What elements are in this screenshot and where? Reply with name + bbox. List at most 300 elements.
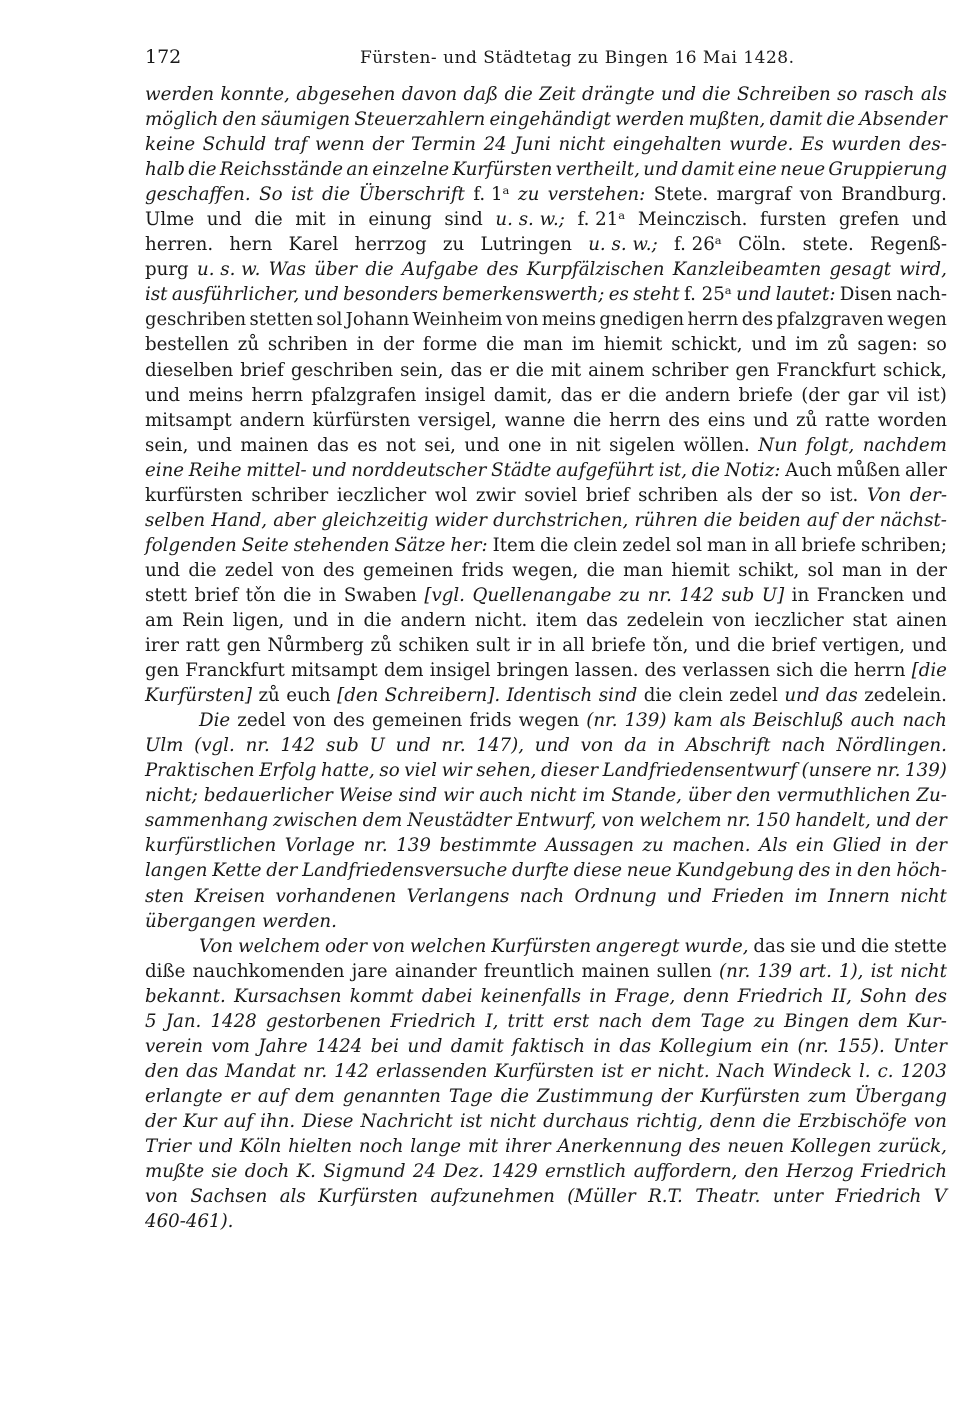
word: Städte — [491, 459, 552, 481]
word: des- — [908, 134, 947, 156]
word: die — [691, 459, 720, 481]
word: euch — [286, 685, 331, 707]
word: so — [379, 760, 400, 782]
word: Frage, — [614, 985, 676, 1007]
word: grefen — [838, 209, 900, 231]
word: das — [560, 384, 593, 406]
word: werden — [145, 84, 215, 105]
word: aber — [273, 509, 316, 531]
word: eine — [737, 159, 777, 181]
word: nicht — [489, 1110, 537, 1132]
word: die — [515, 359, 544, 381]
word: einung — [368, 209, 432, 231]
word: in — [589, 985, 607, 1007]
word: zu — [618, 584, 641, 606]
word: [die — [911, 660, 947, 682]
word: ist — [459, 1110, 483, 1132]
word: Friedrich — [737, 985, 824, 1007]
word: hielten — [288, 1135, 353, 1157]
word: angeregt — [596, 935, 680, 957]
word: doch — [244, 1161, 290, 1183]
text-line — [145, 1084, 947, 1109]
word: Frieden — [712, 885, 785, 907]
word: kurfürsten — [145, 484, 243, 506]
word: von — [292, 710, 326, 732]
word: worden — [877, 409, 947, 431]
word: man — [841, 559, 882, 581]
word: kürfürsten — [312, 409, 411, 431]
word: brief — [585, 484, 630, 506]
word: und — [695, 635, 731, 657]
word: abgesehen — [296, 84, 396, 105]
word: gen — [145, 660, 180, 682]
word: 24 — [483, 134, 507, 156]
word: selben — [145, 509, 206, 531]
text-line — [145, 132, 947, 157]
word: Ulme — [145, 209, 195, 231]
word: nicht — [529, 785, 577, 807]
word: des — [486, 259, 519, 281]
word: und — [660, 84, 697, 105]
word: Neustädter — [407, 810, 512, 832]
word: soviel — [524, 484, 578, 506]
word: gen — [226, 635, 261, 657]
word: davon — [401, 84, 458, 105]
word: Von — [199, 935, 234, 957]
word: die — [826, 109, 855, 131]
word: sammenhang — [145, 810, 269, 832]
word: sullen — [656, 960, 712, 982]
word: nicht — [900, 960, 947, 982]
word: ieczlicher — [336, 484, 427, 506]
word: an — [346, 159, 369, 181]
word: nit — [575, 434, 601, 456]
word: Bingen — [784, 1010, 850, 1032]
word: Dez. — [443, 1161, 485, 1183]
text-line — [145, 433, 947, 458]
word: mitsampt — [145, 409, 232, 431]
text-line — [145, 1109, 947, 1134]
word: in — [835, 860, 853, 882]
word: mit — [467, 1135, 499, 1157]
word: und — [395, 735, 431, 757]
word: V — [933, 1186, 947, 1208]
word: ratt — [185, 635, 220, 657]
word: des — [644, 660, 677, 682]
word: u. s. w.; — [588, 234, 658, 256]
word: art. — [799, 960, 832, 982]
word: man — [523, 334, 563, 356]
word: zwischen — [273, 810, 358, 832]
word: Erfolg — [259, 760, 317, 782]
word: die — [321, 184, 351, 206]
word: aufzunehmen — [430, 1186, 555, 1208]
word: keinenfalls — [480, 985, 581, 1007]
word: purg — [145, 259, 189, 281]
word: 142 — [334, 1060, 369, 1082]
word: er — [600, 384, 621, 406]
word: der — [915, 559, 947, 581]
text-line — [145, 808, 947, 833]
word: frids — [469, 710, 512, 732]
word: rasch — [863, 84, 915, 105]
word: Kollegen — [790, 1135, 872, 1157]
word: wir — [443, 785, 474, 807]
text-line — [145, 383, 947, 408]
word: zedelein — [626, 609, 704, 631]
word: nicht — [900, 885, 947, 907]
word: (vgl. — [194, 735, 235, 757]
word: (nr. — [797, 1035, 829, 1057]
word: die — [628, 384, 657, 406]
word: 460-461). — [145, 1211, 234, 1233]
word: er — [630, 1060, 651, 1082]
word: die — [486, 334, 515, 356]
word: zedelein. — [864, 685, 947, 707]
word: mainen — [581, 960, 650, 982]
word: wird, — [899, 259, 947, 281]
word: nr. — [302, 1060, 328, 1082]
word: nr. — [441, 735, 466, 757]
word: noch — [358, 1135, 404, 1157]
word: mainen — [240, 434, 309, 456]
word: dem — [295, 1085, 335, 1107]
word: ist) — [917, 384, 947, 406]
word: die — [363, 609, 392, 631]
word: Was — [268, 259, 306, 281]
word: K. — [296, 1161, 316, 1183]
word: man — [623, 559, 663, 581]
word: gemeinen — [371, 710, 463, 732]
word: zu — [442, 234, 465, 256]
word: gleichzeitig — [321, 509, 429, 531]
word: Steuerzahlern — [354, 109, 486, 131]
word: Anerkennung — [557, 1135, 683, 1157]
word: Reihe — [188, 459, 242, 481]
word: I, — [485, 1010, 499, 1032]
word: bringen — [496, 660, 569, 682]
word: (Müller — [567, 1186, 636, 1208]
word: da — [624, 735, 647, 757]
word: ein — [760, 1035, 790, 1057]
word: den — [857, 860, 892, 882]
word: geschriben — [290, 359, 394, 381]
word: nr. — [647, 584, 672, 606]
word: man — [706, 534, 747, 556]
word: die — [586, 559, 615, 581]
word: ainander — [394, 960, 477, 982]
word: II, — [831, 985, 852, 1007]
word: wol — [434, 484, 468, 506]
word: bei — [370, 1035, 399, 1057]
word: als — [920, 84, 947, 105]
word: in — [890, 559, 908, 581]
word: nach — [519, 885, 565, 907]
word: sind — [598, 685, 638, 707]
word: in — [549, 434, 568, 456]
text-line — [145, 833, 947, 858]
word: des — [741, 309, 774, 331]
word: Cöln. — [738, 234, 787, 256]
word: ratte — [824, 409, 870, 431]
word: der — [915, 835, 947, 857]
word: all — [562, 635, 585, 657]
word: in — [337, 609, 355, 631]
word: u. s. w.; — [495, 209, 565, 231]
word: Stande, — [611, 785, 682, 807]
word: U — [369, 735, 385, 757]
word: den — [222, 109, 257, 131]
word: nr. — [726, 810, 751, 832]
word: sagen: — [857, 334, 918, 356]
word: forme — [422, 334, 478, 356]
word: herrn — [687, 309, 739, 331]
word: Friedrich — [861, 1161, 947, 1183]
word: Notiz: — [724, 459, 781, 481]
word: schriben — [267, 334, 348, 356]
word: welchem — [238, 935, 321, 957]
word: nr. — [363, 835, 388, 857]
word: Kurfürsten — [700, 1085, 801, 1107]
word: sol — [316, 309, 343, 331]
word: item — [536, 609, 578, 631]
word: und — [407, 1035, 443, 1057]
text-line — [145, 733, 947, 758]
text-line — [145, 257, 947, 282]
word: machen. — [672, 835, 751, 857]
word: am — [145, 609, 174, 631]
text-line — [145, 884, 947, 909]
word: Als — [759, 835, 788, 857]
word: sub — [326, 735, 359, 757]
text-line — [145, 758, 947, 783]
word: des — [688, 1135, 721, 1157]
text-line — [145, 307, 947, 332]
word: sein, — [145, 434, 189, 456]
word: und — [145, 559, 181, 581]
word: one — [507, 434, 542, 456]
word: vermuthlichen — [776, 785, 911, 807]
word: (nr. — [586, 710, 618, 732]
word: die — [540, 534, 569, 556]
word: insigel — [424, 384, 486, 406]
word: zů — [258, 685, 280, 707]
word: zu — [753, 1010, 776, 1032]
text-line — [145, 508, 947, 533]
word: not — [385, 434, 416, 456]
word: im — [582, 785, 606, 807]
text-line — [145, 583, 947, 608]
word: in — [356, 334, 375, 356]
word: zum — [808, 1085, 847, 1107]
word: ist — [601, 1060, 624, 1082]
word: verlassen — [682, 660, 771, 682]
word: Francken — [816, 584, 905, 606]
word: u. s. w. — [197, 259, 261, 281]
word: Windeck — [772, 1060, 852, 1082]
text-line — [145, 1134, 947, 1159]
word: durchstrichen, — [493, 509, 629, 531]
word: ist — [145, 284, 168, 306]
word: clein — [678, 685, 723, 707]
word: folgt, — [806, 434, 855, 456]
word: und — [753, 409, 789, 431]
word: (nr. — [718, 960, 751, 982]
word: Kreisen — [194, 885, 266, 907]
word: nauchkomenden — [192, 960, 345, 982]
word: Nun — [758, 434, 798, 456]
word: (der — [801, 384, 840, 406]
text-line — [145, 708, 947, 733]
word: 139 — [396, 835, 431, 857]
word: und — [464, 434, 500, 456]
word: Erzbischöfe — [798, 1110, 907, 1132]
word: damit — [450, 1035, 504, 1057]
word: gnedigen — [599, 309, 685, 331]
text-line — [145, 282, 947, 307]
word: herrn — [251, 384, 304, 406]
word: stett — [145, 584, 188, 606]
word: der — [761, 484, 793, 506]
word: sie — [790, 935, 817, 957]
word: Weise — [338, 785, 393, 807]
word: fursten — [760, 209, 827, 231]
word: damit, — [493, 384, 553, 406]
word: 24 — [412, 1161, 437, 1183]
word: welchen — [409, 935, 487, 957]
text-line — [145, 608, 947, 633]
word: wir — [441, 760, 472, 782]
word: nach- — [896, 284, 947, 306]
word: die — [572, 409, 602, 431]
text-line — [145, 1159, 947, 1184]
word: schriben; — [860, 534, 947, 556]
word: des — [798, 860, 831, 882]
word: von — [145, 1186, 178, 1208]
word: her: — [450, 534, 488, 556]
word: und — [534, 735, 570, 757]
word: Item — [492, 534, 536, 556]
text-line — [145, 232, 947, 257]
text-line — [145, 633, 947, 658]
word: als — [719, 710, 746, 732]
word: ist, — [658, 459, 688, 481]
word: bestellen — [145, 334, 229, 356]
word: Nach — [716, 1060, 766, 1082]
word: dieselben — [145, 359, 234, 381]
word: als — [726, 484, 753, 506]
text-line — [145, 783, 947, 808]
word: gestorbenen — [265, 1010, 382, 1032]
word: sind — [398, 785, 438, 807]
word: Nördlingen. — [836, 735, 947, 757]
word: ist — [870, 960, 894, 982]
word: eins — [707, 409, 746, 431]
word: 5 — [145, 1010, 157, 1032]
word: 142 — [280, 735, 316, 757]
word: des — [332, 710, 365, 732]
word: Kurfürsten — [318, 1186, 418, 1208]
word: diese — [573, 860, 622, 882]
word: auf — [223, 1110, 254, 1132]
word: f. 1ᵃ — [473, 184, 510, 206]
word: dabei — [421, 985, 473, 1007]
word: auch — [850, 710, 896, 732]
word: Verlangens — [406, 885, 510, 907]
word: geschaffen. — [145, 184, 251, 206]
word: auf — [806, 509, 837, 531]
word: oder — [325, 935, 368, 957]
word: Jan. — [165, 1010, 202, 1032]
word: verstehen: — [547, 184, 646, 206]
word: Zustimmung — [536, 1085, 654, 1107]
word: schriber — [251, 484, 329, 506]
word: ist — [291, 184, 314, 206]
word: bekannt. — [145, 985, 226, 1007]
word: Nůrmberg — [267, 635, 364, 657]
word: f. 21ᵃ — [577, 209, 626, 231]
word: Schuld — [202, 134, 267, 156]
word: Hand, — [211, 509, 268, 531]
word: briefe — [801, 534, 857, 556]
word: andern — [239, 409, 305, 431]
word: freuntlich — [483, 960, 575, 982]
word: die — [188, 559, 217, 581]
word: und — [145, 384, 181, 406]
word: das — [619, 1035, 652, 1057]
word: andern — [664, 384, 731, 406]
word: Mandat — [224, 1060, 296, 1082]
word: andern — [400, 609, 466, 631]
word: Kursachsen — [234, 985, 342, 1007]
word: sult — [475, 635, 511, 657]
word: Vorlage — [284, 835, 355, 857]
word: Absender — [859, 109, 947, 131]
word: mit — [295, 209, 326, 231]
word: werden. — [261, 910, 337, 932]
word: schick, — [882, 359, 947, 381]
word: dieser — [541, 760, 599, 782]
word: hiemit — [671, 559, 730, 581]
word: Praktischen — [145, 760, 255, 782]
word: handelt, — [795, 810, 871, 832]
word: des — [915, 985, 947, 1007]
word: eingehalten — [612, 134, 722, 156]
word: Kurfürsten — [452, 159, 553, 181]
word: vertheilt, — [555, 159, 640, 181]
word: die — [500, 1085, 529, 1107]
word: dem — [651, 1010, 692, 1032]
word: Unter — [893, 1035, 947, 1057]
word: 155). — [837, 1035, 885, 1057]
word: dem — [858, 1010, 898, 1032]
word: und — [293, 609, 329, 631]
word: Quellenangabe — [472, 584, 612, 606]
word: schriber — [651, 359, 729, 381]
word: den — [145, 1060, 180, 1082]
text-line — [145, 984, 947, 1009]
word: gemeinen — [362, 559, 454, 581]
word: faktisch — [512, 1035, 585, 1057]
word: rühren — [634, 509, 698, 531]
text-line — [145, 1209, 947, 1234]
text-line — [145, 82, 947, 107]
word: von — [505, 309, 539, 331]
word: Weinheim — [412, 309, 503, 331]
text-line — [145, 1034, 947, 1059]
word: folgenden — [145, 534, 237, 556]
word: f. 25ᵃ — [683, 284, 732, 306]
